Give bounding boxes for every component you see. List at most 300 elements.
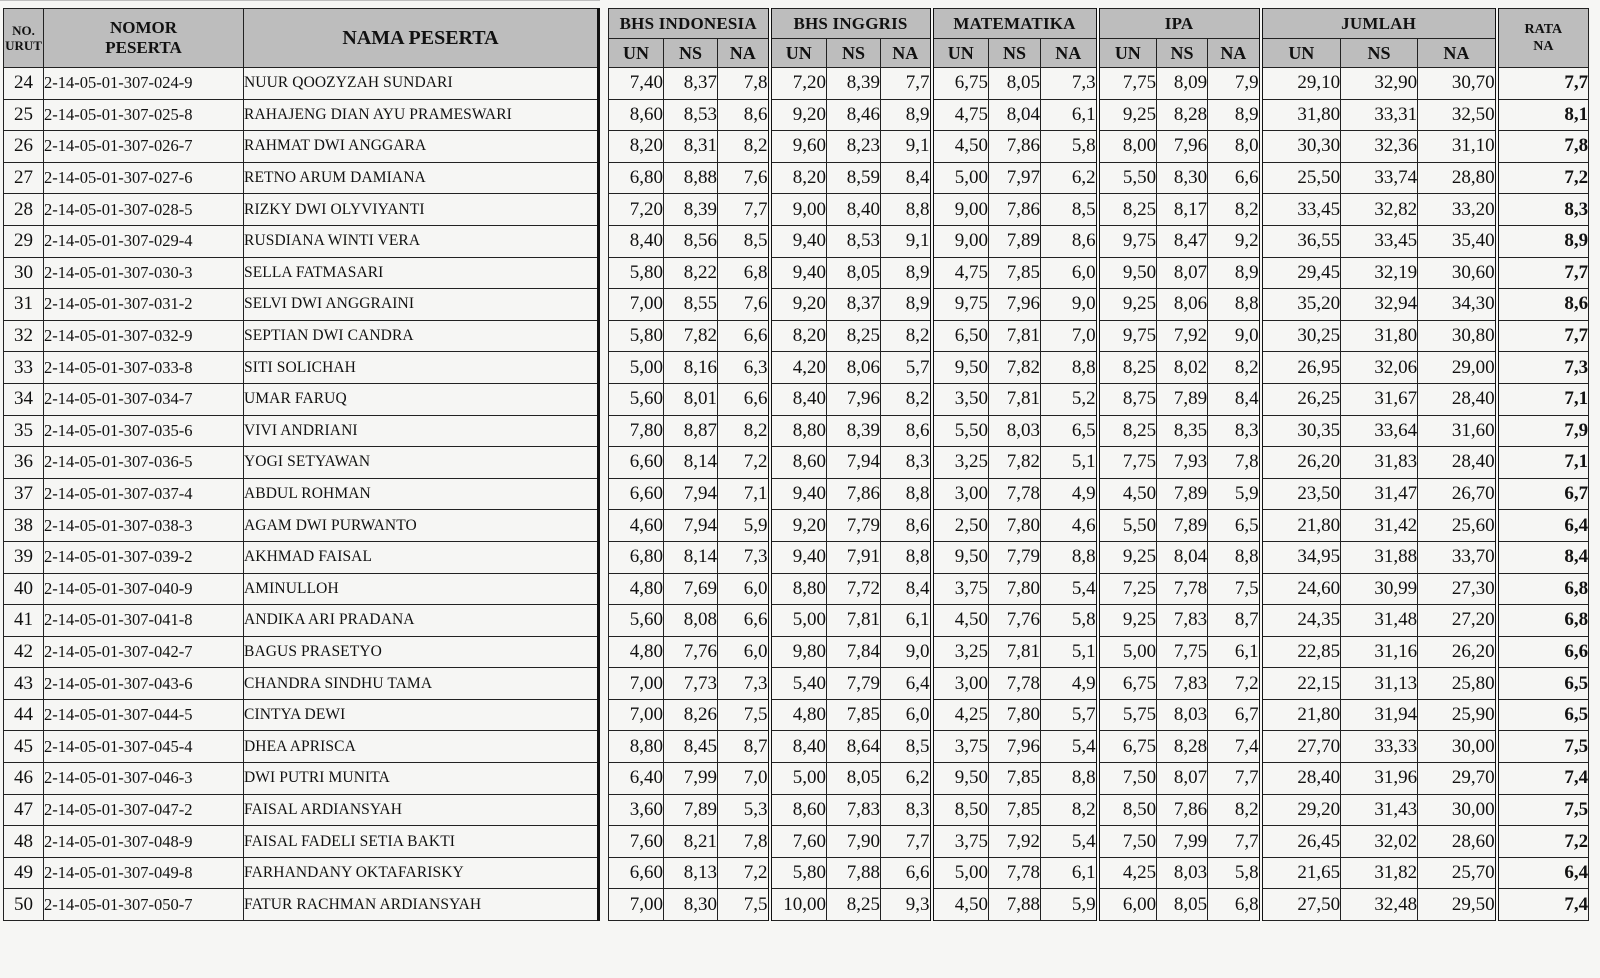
subheader-bi-ns: NS	[664, 39, 718, 68]
cell-mt-na: 6,1	[1041, 857, 1098, 889]
cell-nama-peserta: FATUR RACHMAN ARDIANSYAH	[244, 889, 599, 921]
cell-jml-un: 22,15	[1261, 668, 1341, 700]
cell-jml-ns: 33,45	[1341, 225, 1418, 257]
cell-en-ns: 8,25	[827, 320, 881, 352]
cell-ipa-na: 8,7	[1208, 605, 1261, 637]
cell-nama-peserta: DWI PUTRI MUNITA	[244, 763, 599, 795]
cell-en-ns: 7,79	[827, 510, 881, 542]
cell-bi-na: 7,6	[718, 289, 770, 321]
cell-en-na: 8,8	[881, 541, 932, 573]
cell-jml-na: 25,90	[1418, 699, 1497, 731]
cell-ipa-ns: 7,99	[1157, 826, 1208, 858]
cell-mt-na: 5,8	[1041, 605, 1098, 637]
cell-nomor-peserta: 2-14-05-01-307-034-7	[44, 383, 244, 415]
cell-jml-na: 28,40	[1418, 383, 1497, 415]
cell-en-na: 6,2	[881, 763, 932, 795]
cell-en-na: 6,1	[881, 605, 932, 637]
cell-nomor-peserta: 2-14-05-01-307-035-6	[44, 415, 244, 447]
cell-bi-na: 5,3	[718, 794, 770, 826]
cell-jml-un: 26,45	[1261, 826, 1341, 858]
cell-ipa-un: 4,25	[1098, 857, 1157, 889]
cell-gap	[599, 68, 609, 100]
cell-no-urut: 26	[4, 131, 44, 163]
cell-bi-ns: 7,94	[664, 510, 718, 542]
cell-mt-na: 5,1	[1041, 447, 1098, 479]
cell-gap	[599, 447, 609, 479]
header-no-urut: NO. URUT	[4, 9, 44, 68]
cell-nomor-peserta: 2-14-05-01-307-044-5	[44, 699, 244, 731]
cell-mt-na: 5,1	[1041, 636, 1098, 668]
cell-ipa-ns: 8,35	[1157, 415, 1208, 447]
cell-jml-un: 30,35	[1261, 415, 1341, 447]
cell-bi-na: 6,0	[718, 573, 770, 605]
cell-bi-un: 5,80	[609, 320, 664, 352]
cell-nomor-peserta: 2-14-05-01-307-042-7	[44, 636, 244, 668]
cell-en-na: 8,3	[881, 794, 932, 826]
cell-jml-ns: 33,31	[1341, 99, 1418, 131]
table-row	[4, 320, 1589, 352]
cell-en-na: 8,6	[881, 415, 932, 447]
cell-rata-na: 8,4	[1497, 541, 1589, 573]
cell-rata-na: 7,2	[1497, 826, 1589, 858]
cell-nomor-peserta: 2-14-05-01-307-045-4	[44, 731, 244, 763]
table-row	[4, 257, 1589, 289]
cell-mt-ns: 7,96	[989, 731, 1041, 763]
cell-jml-ns: 31,16	[1341, 636, 1418, 668]
cell-no-urut: 49	[4, 857, 44, 889]
cell-ipa-un: 6,75	[1098, 668, 1157, 700]
cell-jml-na: 28,80	[1418, 162, 1497, 194]
cell-jml-un: 30,30	[1261, 131, 1341, 163]
cell-bi-ns: 8,13	[664, 857, 718, 889]
cell-en-un: 8,40	[770, 383, 827, 415]
header-matematika: MATEMATIKA	[932, 9, 1098, 39]
cell-nomor-peserta: 2-14-05-01-307-049-8	[44, 857, 244, 889]
cell-no-urut: 34	[4, 383, 44, 415]
table-row	[4, 131, 1589, 163]
cell-bi-na: 7,5	[718, 699, 770, 731]
cell-no-urut: 29	[4, 225, 44, 257]
cell-en-ns: 8,05	[827, 763, 881, 795]
cell-mt-na: 7,3	[1041, 68, 1098, 100]
cell-nama-peserta: CHANDRA SINDHU TAMA	[244, 668, 599, 700]
cell-mt-ns: 7,85	[989, 794, 1041, 826]
cell-mt-ns: 7,96	[989, 289, 1041, 321]
cell-nomor-peserta: 2-14-05-01-307-025-8	[44, 99, 244, 131]
cell-mt-ns: 7,85	[989, 257, 1041, 289]
cell-mt-ns: 7,86	[989, 131, 1041, 163]
cell-jml-ns: 31,83	[1341, 447, 1418, 479]
cell-en-na: 6,0	[881, 699, 932, 731]
cell-mt-un: 4,75	[932, 257, 989, 289]
cell-mt-un: 4,75	[932, 99, 989, 131]
cell-mt-un: 9,75	[932, 289, 989, 321]
cell-mt-na: 6,0	[1041, 257, 1098, 289]
cell-nama-peserta: DHEA APRISCA	[244, 731, 599, 763]
table-row	[4, 605, 1589, 637]
cell-rata-na: 8,9	[1497, 225, 1589, 257]
cell-en-un: 9,20	[770, 510, 827, 542]
cell-bi-un: 8,20	[609, 131, 664, 163]
cell-jml-na: 29,50	[1418, 889, 1497, 921]
cell-mt-na: 4,6	[1041, 510, 1098, 542]
cell-gap	[599, 889, 609, 921]
table-row	[4, 573, 1589, 605]
cell-ipa-un: 8,50	[1098, 794, 1157, 826]
cell-en-un: 5,00	[770, 763, 827, 795]
table-row	[4, 352, 1589, 384]
cell-mt-un: 3,75	[932, 826, 989, 858]
subheader-ipa-na: NA	[1208, 39, 1261, 68]
cell-bi-ns: 8,21	[664, 826, 718, 858]
cell-bi-un: 6,60	[609, 857, 664, 889]
cell-gap	[599, 194, 609, 226]
cell-mt-un: 9,50	[932, 763, 989, 795]
cell-nama-peserta: SITI SOLICHAH	[244, 352, 599, 384]
cell-en-un: 7,20	[770, 68, 827, 100]
cell-bi-na: 8,5	[718, 225, 770, 257]
cell-rata-na: 7,7	[1497, 68, 1589, 100]
cell-nomor-peserta: 2-14-05-01-307-046-3	[44, 763, 244, 795]
cell-jml-na: 34,30	[1418, 289, 1497, 321]
cell-jml-ns: 33,64	[1341, 415, 1418, 447]
cell-bi-ns: 8,55	[664, 289, 718, 321]
cell-gap	[599, 478, 609, 510]
cell-no-urut: 39	[4, 541, 44, 573]
cell-bi-un: 4,60	[609, 510, 664, 542]
cell-rata-na: 6,5	[1497, 668, 1589, 700]
cell-bi-un: 8,40	[609, 225, 664, 257]
cell-bi-na: 6,0	[718, 636, 770, 668]
cell-jml-un: 35,20	[1261, 289, 1341, 321]
cell-en-na: 8,4	[881, 162, 932, 194]
cell-no-urut: 45	[4, 731, 44, 763]
cell-jml-ns: 31,82	[1341, 857, 1418, 889]
cell-gap	[599, 383, 609, 415]
header-bhs-inggris: BHS INGGRIS	[770, 9, 932, 39]
cell-mt-un: 5,00	[932, 857, 989, 889]
cell-rata-na: 7,9	[1497, 415, 1589, 447]
cell-jml-un: 24,35	[1261, 605, 1341, 637]
table-body	[4, 68, 1589, 921]
cell-jml-un: 28,40	[1261, 763, 1341, 795]
cell-ipa-ns: 7,89	[1157, 478, 1208, 510]
cell-en-ns: 7,83	[827, 794, 881, 826]
cell-bi-un: 6,40	[609, 763, 664, 795]
cell-en-un: 8,20	[770, 162, 827, 194]
cell-en-na: 9,1	[881, 131, 932, 163]
cell-gap	[599, 225, 609, 257]
cell-en-un: 8,20	[770, 320, 827, 352]
cell-bi-un: 4,80	[609, 573, 664, 605]
score-table	[3, 8, 1589, 921]
cell-mt-na: 8,8	[1041, 352, 1098, 384]
table-row	[4, 225, 1589, 257]
table-row	[4, 194, 1589, 226]
cell-jml-na: 29,00	[1418, 352, 1497, 384]
cell-ipa-ns: 8,28	[1157, 731, 1208, 763]
cell-no-urut: 25	[4, 99, 44, 131]
cell-rata-na: 7,3	[1497, 352, 1589, 384]
top-edge-line	[0, 0, 600, 7]
cell-ipa-ns: 8,07	[1157, 763, 1208, 795]
cell-rata-na: 7,5	[1497, 794, 1589, 826]
cell-nama-peserta: NUUR QOOZYZAH SUNDARI	[244, 68, 599, 100]
cell-gap	[599, 289, 609, 321]
cell-gap	[599, 636, 609, 668]
cell-ipa-ns: 8,02	[1157, 352, 1208, 384]
cell-en-ns: 7,72	[827, 573, 881, 605]
cell-bi-ns: 7,89	[664, 794, 718, 826]
cell-ipa-na: 8,2	[1208, 352, 1261, 384]
cell-no-urut: 30	[4, 257, 44, 289]
subheader-bi-un: UN	[609, 39, 664, 68]
cell-nomor-peserta: 2-14-05-01-307-036-5	[44, 447, 244, 479]
cell-en-un: 4,80	[770, 699, 827, 731]
cell-nomor-peserta: 2-14-05-01-307-030-3	[44, 257, 244, 289]
cell-no-urut: 50	[4, 889, 44, 921]
subheader-mt-ns: NS	[989, 39, 1041, 68]
cell-no-urut: 32	[4, 320, 44, 352]
cell-ipa-un: 6,00	[1098, 889, 1157, 921]
cell-nomor-peserta: 2-14-05-01-307-043-6	[44, 668, 244, 700]
cell-mt-un: 3,75	[932, 573, 989, 605]
cell-mt-na: 9,0	[1041, 289, 1098, 321]
cell-en-ns: 8,39	[827, 415, 881, 447]
cell-nama-peserta: ABDUL ROHMAN	[244, 478, 599, 510]
cell-bi-na: 7,1	[718, 478, 770, 510]
cell-jml-un: 24,60	[1261, 573, 1341, 605]
cell-ipa-un: 5,75	[1098, 699, 1157, 731]
cell-mt-ns: 7,80	[989, 573, 1041, 605]
cell-mt-ns: 7,82	[989, 447, 1041, 479]
cell-jml-un: 27,50	[1261, 889, 1341, 921]
cell-bi-un: 7,80	[609, 415, 664, 447]
cell-bi-ns: 8,30	[664, 889, 718, 921]
cell-mt-ns: 7,81	[989, 383, 1041, 415]
cell-jml-na: 35,40	[1418, 225, 1497, 257]
cell-ipa-na: 6,8	[1208, 889, 1261, 921]
cell-en-na: 9,0	[881, 636, 932, 668]
cell-bi-un: 7,00	[609, 668, 664, 700]
cell-ipa-ns: 7,89	[1157, 510, 1208, 542]
cell-jml-un: 21,65	[1261, 857, 1341, 889]
cell-no-urut: 33	[4, 352, 44, 384]
cell-en-na: 5,7	[881, 352, 932, 384]
cell-nama-peserta: SEPTIAN DWI CANDRA	[244, 320, 599, 352]
subheader-en-na: NA	[881, 39, 932, 68]
cell-gap	[599, 257, 609, 289]
cell-en-ns: 7,96	[827, 383, 881, 415]
table-row	[4, 289, 1589, 321]
cell-mt-un: 3,00	[932, 668, 989, 700]
cell-ipa-un: 9,25	[1098, 541, 1157, 573]
cell-nomor-peserta: 2-14-05-01-307-041-8	[44, 605, 244, 637]
cell-jml-un: 29,10	[1261, 68, 1341, 100]
table-row	[4, 763, 1589, 795]
cell-ipa-un: 9,75	[1098, 225, 1157, 257]
table-row	[4, 668, 1589, 700]
cell-en-ns: 7,85	[827, 699, 881, 731]
table-row	[4, 162, 1589, 194]
cell-rata-na: 8,1	[1497, 99, 1589, 131]
cell-jml-un: 29,45	[1261, 257, 1341, 289]
cell-bi-ns: 8,39	[664, 194, 718, 226]
cell-jml-na: 31,60	[1418, 415, 1497, 447]
cell-ipa-ns: 8,30	[1157, 162, 1208, 194]
cell-gap	[599, 162, 609, 194]
cell-en-un: 9,20	[770, 99, 827, 131]
cell-en-ns: 8,39	[827, 68, 881, 100]
cell-mt-ns: 7,79	[989, 541, 1041, 573]
cell-bi-ns: 8,56	[664, 225, 718, 257]
cell-en-un: 9,20	[770, 289, 827, 321]
cell-ipa-na: 7,8	[1208, 447, 1261, 479]
cell-en-un: 5,80	[770, 857, 827, 889]
cell-jml-na: 33,70	[1418, 541, 1497, 573]
cell-bi-na: 7,2	[718, 447, 770, 479]
cell-nomor-peserta: 2-14-05-01-307-033-8	[44, 352, 244, 384]
cell-nomor-peserta: 2-14-05-01-307-031-2	[44, 289, 244, 321]
cell-ipa-ns: 7,75	[1157, 636, 1208, 668]
cell-rata-na: 7,4	[1497, 889, 1589, 921]
cell-mt-un: 9,50	[932, 352, 989, 384]
cell-bi-ns: 8,37	[664, 68, 718, 100]
cell-jml-na: 30,00	[1418, 731, 1497, 763]
cell-en-un: 9,80	[770, 636, 827, 668]
cell-bi-un: 4,80	[609, 636, 664, 668]
cell-rata-na: 8,3	[1497, 194, 1589, 226]
cell-en-ns: 7,90	[827, 826, 881, 858]
cell-bi-un: 6,80	[609, 162, 664, 194]
cell-ipa-ns: 8,07	[1157, 257, 1208, 289]
cell-ipa-un: 7,50	[1098, 763, 1157, 795]
cell-gap	[599, 668, 609, 700]
cell-mt-un: 4,25	[932, 699, 989, 731]
cell-bi-un: 8,80	[609, 731, 664, 763]
cell-mt-ns: 8,05	[989, 68, 1041, 100]
subheader-jml-ns: NS	[1341, 39, 1418, 68]
cell-nama-peserta: YOGI SETYAWAN	[244, 447, 599, 479]
cell-ipa-ns: 7,83	[1157, 668, 1208, 700]
cell-ipa-un: 6,75	[1098, 731, 1157, 763]
table-row	[4, 699, 1589, 731]
cell-jml-ns: 33,74	[1341, 162, 1418, 194]
cell-en-un: 8,40	[770, 731, 827, 763]
cell-mt-na: 5,2	[1041, 383, 1098, 415]
cell-en-na: 9,1	[881, 225, 932, 257]
cell-mt-na: 4,9	[1041, 478, 1098, 510]
cell-ipa-ns: 7,78	[1157, 573, 1208, 605]
cell-gap	[599, 320, 609, 352]
cell-nomor-peserta: 2-14-05-01-307-050-7	[44, 889, 244, 921]
cell-bi-ns: 8,14	[664, 541, 718, 573]
cell-ipa-un: 9,25	[1098, 605, 1157, 637]
cell-ipa-na: 8,9	[1208, 99, 1261, 131]
cell-en-ns: 8,53	[827, 225, 881, 257]
cell-jml-na: 26,70	[1418, 478, 1497, 510]
cell-gap	[599, 99, 609, 131]
cell-ipa-na: 7,7	[1208, 763, 1261, 795]
cell-nama-peserta: RETNO ARUM DAMIANA	[244, 162, 599, 194]
cell-nama-peserta: RAHMAT DWI ANGGARA	[244, 131, 599, 163]
cell-en-un: 9,40	[770, 225, 827, 257]
cell-en-un: 5,00	[770, 605, 827, 637]
cell-rata-na: 6,6	[1497, 636, 1589, 668]
cell-mt-na: 5,9	[1041, 889, 1098, 921]
cell-en-un: 9,00	[770, 194, 827, 226]
cell-bi-na: 6,3	[718, 352, 770, 384]
cell-no-urut: 47	[4, 794, 44, 826]
cell-mt-na: 5,4	[1041, 826, 1098, 858]
cell-bi-ns: 8,01	[664, 383, 718, 415]
cell-ipa-na: 8,8	[1208, 541, 1261, 573]
cell-ipa-na: 8,8	[1208, 289, 1261, 321]
cell-mt-ns: 8,04	[989, 99, 1041, 131]
cell-gap	[599, 541, 609, 573]
cell-jml-ns: 32,36	[1341, 131, 1418, 163]
cell-jml-na: 27,20	[1418, 605, 1497, 637]
cell-mt-na: 4,9	[1041, 668, 1098, 700]
cell-nama-peserta: RUSDIANA WINTI VERA	[244, 225, 599, 257]
cell-jml-un: 30,25	[1261, 320, 1341, 352]
subheader-ipa-un: UN	[1098, 39, 1157, 68]
cell-ipa-na: 8,3	[1208, 415, 1261, 447]
cell-gap	[599, 510, 609, 542]
cell-jml-ns: 31,80	[1341, 320, 1418, 352]
cell-ipa-na: 6,5	[1208, 510, 1261, 542]
cell-en-un: 9,40	[770, 257, 827, 289]
cell-mt-un: 3,50	[932, 383, 989, 415]
cell-bi-un: 7,00	[609, 289, 664, 321]
cell-ipa-na: 7,5	[1208, 573, 1261, 605]
cell-gap	[599, 731, 609, 763]
cell-bi-ns: 8,26	[664, 699, 718, 731]
cell-en-ns: 8,37	[827, 289, 881, 321]
cell-jml-ns: 32,02	[1341, 826, 1418, 858]
cell-jml-un: 29,20	[1261, 794, 1341, 826]
cell-mt-un: 5,00	[932, 162, 989, 194]
cell-ipa-na: 9,2	[1208, 225, 1261, 257]
cell-ipa-na: 8,0	[1208, 131, 1261, 163]
cell-no-urut: 42	[4, 636, 44, 668]
cell-mt-un: 8,50	[932, 794, 989, 826]
cell-gap	[599, 699, 609, 731]
cell-mt-na: 8,5	[1041, 194, 1098, 226]
cell-en-un: 5,40	[770, 668, 827, 700]
cell-bi-na: 8,2	[718, 415, 770, 447]
cell-ipa-un: 8,25	[1098, 352, 1157, 384]
subheader-bi-na: NA	[718, 39, 770, 68]
cell-nama-peserta: UMAR FARUQ	[244, 383, 599, 415]
cell-jml-ns: 31,67	[1341, 383, 1418, 415]
cell-jml-ns: 32,82	[1341, 194, 1418, 226]
cell-nomor-peserta: 2-14-05-01-307-038-3	[44, 510, 244, 542]
cell-en-un: 8,60	[770, 447, 827, 479]
cell-en-ns: 7,79	[827, 668, 881, 700]
cell-en-na: 9,3	[881, 889, 932, 921]
cell-jml-un: 33,45	[1261, 194, 1341, 226]
cell-jml-ns: 31,13	[1341, 668, 1418, 700]
cell-ipa-na: 7,2	[1208, 668, 1261, 700]
cell-jml-ns: 31,47	[1341, 478, 1418, 510]
cell-bi-un: 7,60	[609, 826, 664, 858]
cell-en-ns: 8,40	[827, 194, 881, 226]
cell-jml-na: 29,70	[1418, 763, 1497, 795]
cell-nama-peserta: AMINULLOH	[244, 573, 599, 605]
cell-rata-na: 7,4	[1497, 763, 1589, 795]
cell-en-ns: 8,23	[827, 131, 881, 163]
